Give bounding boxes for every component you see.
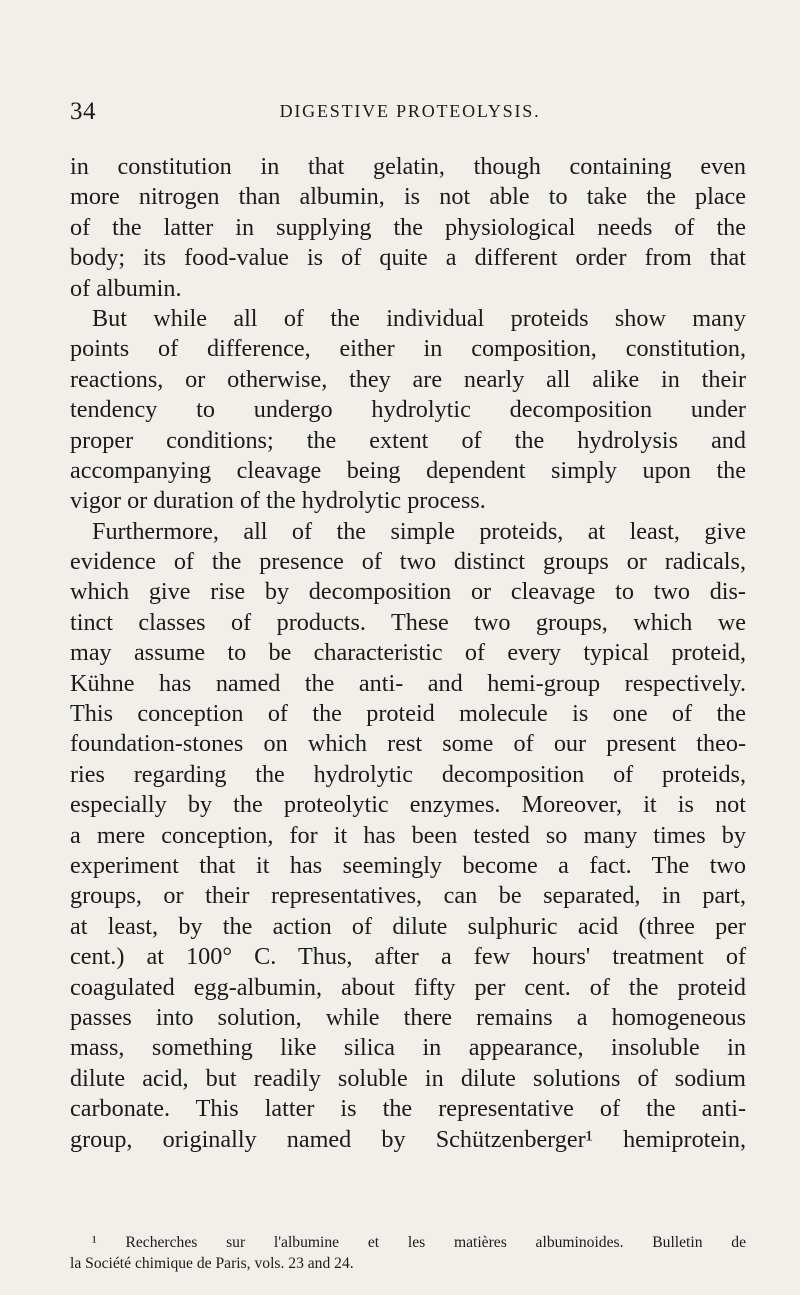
footnote <box>70 1233 746 1274</box>
page-number: 34 <box>70 98 96 125</box>
text-line: of albumin. <box>70 274 182 302</box>
text-line: more nitrogen than albumin, is not able to take the place <box>70 183 746 211</box>
text-line: groups, or their representatives, can be separated, in part, <box>70 882 746 910</box>
text-line: coagulated egg-albumin, about fifty per cent. of the proteid <box>70 973 746 1001</box>
text-line: body; its food-value is of quite a different order from that <box>70 244 746 272</box>
text-line: tendency to undergo hydrolytic decomposition under <box>70 396 746 424</box>
text-line: group, originally named by Schützenberger¹ hemiprotein, <box>70 1125 746 1153</box>
text-line: at least, by the action of dilute sulphuric acid (three per <box>70 912 746 940</box>
text-line: foundation-stones on which rest some of our present theo- <box>70 730 746 758</box>
text-line: This conception of the proteid molecule is one of the <box>70 700 746 728</box>
text-line: ries regarding the hydrolytic decomposition of proteids, <box>70 760 746 788</box>
text-line: passes into solution, while there remains a homogeneous <box>70 1003 746 1031</box>
text-line: especially by the proteolytic enzymes. Moreover, it is not <box>70 791 746 819</box>
footnote-line: la Société chimique de Paris, vols. 23 and 24. <box>70 1254 354 1272</box>
text-line: cent.) at 100° C. Thus, after a few hours' treatment of <box>70 943 746 971</box>
text-line: Kühne has named the anti- and hemi-group respectively. <box>70 669 746 697</box>
text-line: mass, something like silica in appearance, insoluble in <box>70 1034 746 1062</box>
text-line: tinct classes of products. These two groups, which we <box>70 608 746 636</box>
page-header <box>70 98 750 132</box>
text-line: experiment that it has seemingly become a fact. The two <box>70 851 746 879</box>
text-line: proper conditions; the extent of the hydrolysis and <box>70 426 746 454</box>
text-line: a mere conception, for it has been tested so many times by <box>70 821 746 849</box>
footnote-line: ¹ Recherches sur l'albumine et les matières albuminoides. Bulletin de <box>92 1234 746 1251</box>
text-line: accompanying cleavage being dependent simply upon the <box>70 456 746 484</box>
text-line: in constitution in that gelatin, though containing even <box>70 153 746 180</box>
text-line: reactions, or otherwise, they are nearly all alike in their <box>70 365 746 393</box>
text-line: evidence of the presence of two distinct groups or radicals, <box>70 548 746 576</box>
text-line: carbonate. This latter is the representative of the anti- <box>70 1095 746 1123</box>
text-line: But while all of the individual proteids show many <box>92 304 746 332</box>
running-head: DIGESTIVE PROTEOLYSIS. <box>279 101 541 121</box>
text-line: may assume to be characteristic of every typical proteid, <box>70 639 746 667</box>
text-line: Furthermore, all of the simple proteids, at least, give <box>92 517 746 545</box>
text-line: vigor or duration of the hydrolytic process. <box>70 487 486 515</box>
text-line: which give rise by decomposition or cleavage to two dis- <box>70 578 746 606</box>
body-text <box>70 152 746 1155</box>
text-line: dilute acid, but readily soluble in dilute solutions of sodium <box>70 1064 746 1092</box>
text-line: points of difference, either in composition, constitution, <box>70 335 746 363</box>
text-line: of the latter in supplying the physiological needs of the <box>70 213 746 241</box>
